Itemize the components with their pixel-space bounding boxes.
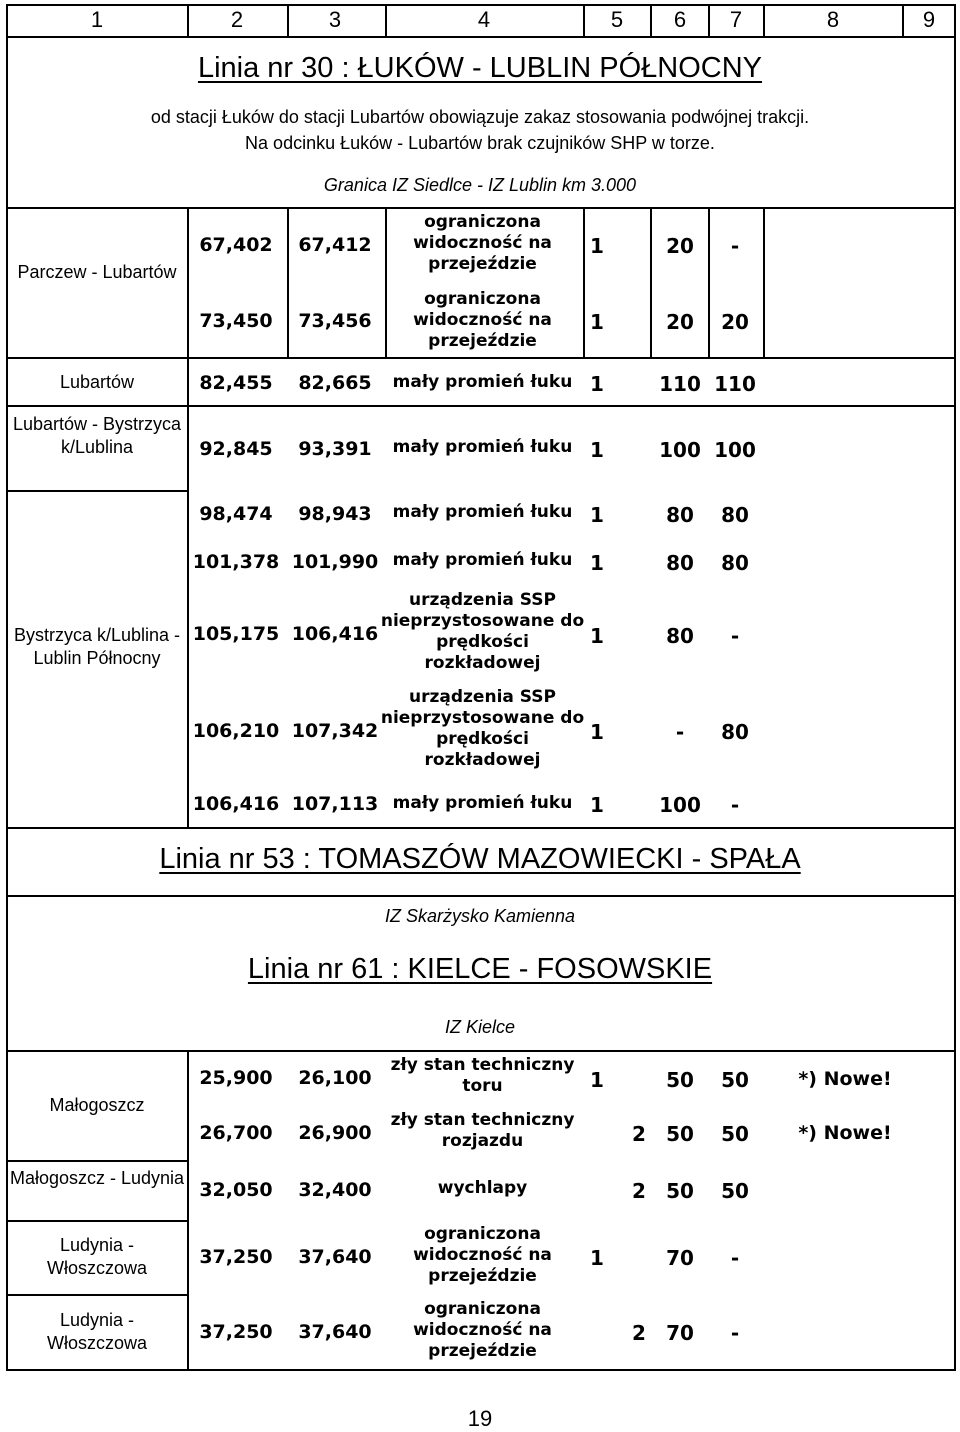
header-col-divider	[954, 4, 956, 1371]
table-border	[6, 895, 956, 897]
table-border	[6, 1220, 188, 1222]
speed-limit: 50	[666, 1068, 694, 1092]
section-name: Lubartów	[59, 372, 135, 392]
speed-limit: 50	[666, 1179, 694, 1203]
section-name: Ludynia - Włoszczowa	[46, 1310, 148, 1353]
speed-limit: -	[730, 793, 740, 817]
speed-limit: 110	[714, 372, 756, 396]
column-number: 7	[729, 7, 743, 32]
speed-limit: 110	[659, 372, 701, 396]
speed-limit: 80	[721, 720, 749, 744]
km-from: 25,900	[199, 1067, 273, 1089]
line-61-title: Linia nr 61 : KIELCE - FOSOWSKIE	[247, 953, 713, 985]
speed-limit: 100	[714, 438, 756, 462]
km-to: 67,412	[298, 234, 372, 256]
km-to: 82,665	[298, 372, 372, 394]
section-name: Lubartów - Bystrzyca k/Lublina	[12, 414, 182, 457]
km-to: 37,640	[298, 1321, 372, 1343]
table-border	[6, 1369, 956, 1371]
remark-new: *) Nowe!	[798, 1122, 892, 1144]
speed-limit: 50	[721, 1179, 749, 1203]
section-name: Małogoszcz	[49, 1095, 145, 1115]
column-number: 1	[90, 7, 104, 32]
section-name: Parczew - Lubartów	[17, 262, 177, 282]
line-30-note: od stacji Łuków do stacji Lubartów obowiązuje zakaz stosowania podwójnej trakcji.	[150, 107, 810, 127]
track-number: 1	[590, 438, 604, 462]
track-number: 2	[632, 1179, 646, 1203]
table-border	[6, 1160, 188, 1162]
speed-limit: 80	[721, 503, 749, 527]
table-border	[6, 357, 956, 359]
speed-limit: -	[730, 1321, 740, 1345]
line-53-title: Linia nr 53 : TOMASZÓW MAZOWIECKI - SPAŁA	[159, 843, 801, 875]
km-to: 73,456	[298, 310, 372, 332]
table-border	[708, 207, 710, 357]
restriction-reason: ograniczona widoczność na przejeździe	[413, 1299, 552, 1361]
track-number: 2	[632, 1122, 646, 1146]
km-to: 26,100	[298, 1067, 372, 1089]
header-col-divider	[187, 4, 189, 36]
column-number: 4	[477, 7, 491, 32]
header-top-border	[6, 4, 956, 6]
speed-limit: 70	[666, 1321, 694, 1345]
km-from: 101,378	[192, 551, 280, 573]
km-from: 106,210	[192, 720, 280, 742]
column-number: 8	[826, 7, 840, 32]
table-border	[6, 1050, 956, 1052]
track-number: 1	[590, 1068, 604, 1092]
header-col-divider	[902, 4, 904, 36]
track-number: 1	[590, 372, 604, 396]
header-col-divider	[583, 4, 585, 36]
km-to: 101,990	[291, 551, 379, 573]
km-to: 98,943	[298, 503, 372, 525]
track-number: 1	[590, 310, 604, 334]
speed-limit: 50	[721, 1122, 749, 1146]
restriction-reason: wychlapy	[437, 1178, 528, 1198]
section-name: Bystrzyca k/Lublina - Lublin Północny	[13, 625, 181, 668]
km-from: 37,250	[199, 1246, 273, 1268]
section-name: Ludynia - Włoszczowa	[46, 1235, 148, 1278]
speed-limit: 20	[666, 234, 694, 258]
restriction-reason: urządzenia SSP nieprzystosowane do prędkości rozkładowej	[380, 687, 585, 770]
table-border	[763, 207, 765, 357]
header-col-divider	[708, 4, 710, 36]
speed-limit: 70	[666, 1246, 694, 1270]
remark-new: *) Nowe!	[798, 1068, 892, 1090]
restriction-reason: zły stan techniczny toru	[390, 1055, 575, 1096]
restriction-reason: urządzenia SSP nieprzystosowane do prędkości rozkładowej	[380, 590, 585, 673]
km-from: 82,455	[199, 372, 273, 394]
speed-limit: 20	[721, 310, 749, 334]
line-30-title: Linia nr 30 : ŁUKÓW - LUBLIN PÓŁNOCNY	[197, 52, 763, 84]
km-from: 98,474	[199, 503, 273, 525]
km-from: 37,250	[199, 1321, 273, 1343]
restriction-reason: mały promień łuku	[392, 502, 573, 522]
track-number: 1	[590, 720, 604, 744]
header-col-divider	[763, 4, 765, 36]
km-from: 67,402	[199, 234, 273, 256]
table-border	[650, 207, 652, 357]
speed-limit: 80	[666, 503, 694, 527]
restriction-reason: mały promień łuku	[392, 550, 573, 570]
column-number: 9	[922, 7, 936, 32]
km-from: 106,416	[192, 793, 280, 815]
speed-limit: 80	[721, 551, 749, 575]
header-col-divider	[650, 4, 652, 36]
table-border	[6, 490, 188, 492]
column-number: 5	[610, 7, 624, 32]
line-30-note: Na odcinku Łuków - Lubartów brak czujników SHP w torze.	[245, 133, 715, 153]
track-number: 2	[632, 1321, 646, 1345]
restriction-reason: mały promień łuku	[392, 437, 573, 457]
km-to: 32,400	[298, 1179, 372, 1201]
speed-limit: 100	[659, 793, 701, 817]
column-number: 6	[673, 7, 687, 32]
header-col-divider	[6, 4, 8, 1371]
km-to: 107,113	[291, 793, 379, 815]
speed-limit: 50	[666, 1122, 694, 1146]
table-border	[6, 1294, 188, 1296]
km-to: 37,640	[298, 1246, 372, 1268]
km-to: 26,900	[298, 1122, 372, 1144]
restriction-reason: zły stan techniczny rozjazdu	[390, 1110, 575, 1151]
speed-limit: 20	[666, 310, 694, 334]
km-to: 93,391	[298, 438, 372, 460]
speed-limit: -	[730, 1246, 740, 1270]
speed-limit: 80	[666, 551, 694, 575]
iz-boundary-label: Granica IZ Siedlce - IZ Lublin km 3.000	[323, 175, 637, 195]
header-col-divider	[385, 4, 387, 36]
header-col-divider	[287, 4, 289, 36]
header-bottom-border	[6, 36, 956, 38]
table-border	[287, 207, 289, 357]
km-from: 92,845	[199, 438, 273, 460]
column-number: 2	[230, 7, 244, 32]
column-number: 3	[328, 7, 342, 32]
km-from: 26,700	[199, 1122, 273, 1144]
page-number: 19	[467, 1406, 493, 1431]
track-number: 1	[590, 624, 604, 648]
speed-limit: -	[730, 234, 740, 258]
km-to: 106,416	[291, 623, 379, 645]
restriction-reason: ograniczona widoczność na przejeździe	[413, 1224, 552, 1286]
km-to: 107,342	[291, 720, 379, 742]
km-from: 105,175	[192, 623, 280, 645]
track-number: 1	[590, 1246, 604, 1270]
restriction-reason: ograniczona widoczność na przejeździe	[413, 212, 552, 274]
track-number: 1	[590, 503, 604, 527]
table-border	[6, 827, 956, 829]
speed-limit: 80	[666, 624, 694, 648]
speed-limit: 100	[659, 438, 701, 462]
table-border	[6, 207, 956, 209]
track-number: 1	[590, 234, 604, 258]
iz-label: IZ Kielce	[444, 1017, 516, 1037]
speed-limit: -	[675, 720, 685, 744]
table-border	[6, 405, 956, 407]
track-number: 1	[590, 793, 604, 817]
speed-limit: 50	[721, 1068, 749, 1092]
track-number: 1	[590, 551, 604, 575]
speed-limit: -	[730, 624, 740, 648]
restriction-reason: mały promień łuku	[392, 372, 573, 392]
section-name: Małogoszcz - Ludynia	[9, 1168, 185, 1188]
restriction-reason: ograniczona widoczność na przejeździe	[413, 289, 552, 351]
iz-label: IZ Skarżysko Kamienna	[384, 906, 576, 926]
km-from: 32,050	[199, 1179, 273, 1201]
restriction-reason: mały promień łuku	[392, 793, 573, 813]
km-from: 73,450	[199, 310, 273, 332]
